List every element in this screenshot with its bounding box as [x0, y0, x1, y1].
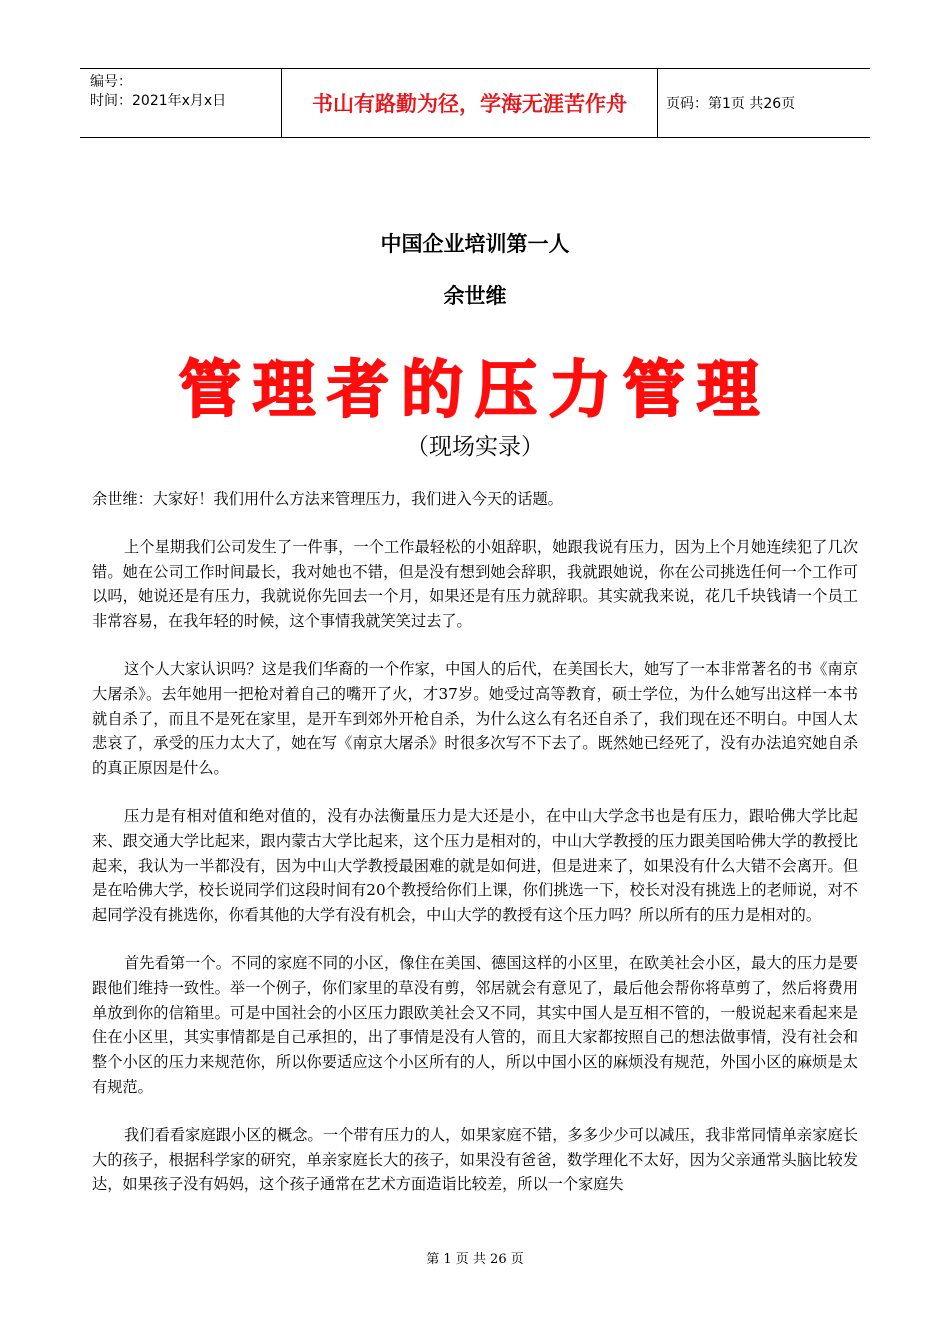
page-footer: 第 1 页 共 26 页 — [426, 1252, 524, 1267]
header-left-cell — [80, 69, 282, 137]
paragraph: 压力是有相对值和绝对值的，没有办法衡量压力是大还是小，在中山大学念书也是有压力，跟哈佛大学比起来、跟交通大学比起来，跟内蒙古大学比起来，这个压力是相对的，中山大学教授的压力跟美国哈佛大学的教授比起来，我认为一半都没有，因为中山大学教授最困难的就是如何进，但是进来了，如果没有什么大错不会离开。但是在哈佛大学，校长说同学们这段时间有20个教授给你们上课，你们挑选一下，校长对没有挑选上的老师说，对不起同学没有挑选你，你看其他的大学有没有机会，中山大学的教授有这个压力吗？所以所有的压力是相对的。 — [92, 806, 858, 925]
time-label: 时间：2021年x月x日 — [90, 93, 227, 109]
paragraph: 余世维：大家好！我们用什么方法来管理压力，我们进入今天的话题。 — [92, 490, 563, 508]
subtitle-line-1: 中国企业培训第一人 — [380, 232, 570, 256]
subtitle-line-2: 余世维 — [443, 284, 507, 308]
main-title: 管理者的压力管理 — [178, 353, 771, 426]
header-page-label: 页码：第1页 共26页 — [666, 96, 796, 112]
number-label: 编号： — [90, 74, 132, 90]
header-table — [80, 68, 870, 138]
paragraph: 上个星期我们公司发生了一件事，一个工作最轻松的小姐辞职，她跟我说有压力，因为上个月她连续犯了几次错。她在公司工作时间最长，我对她也不错，但是没有想到她会辞职，我就跟她说，你在公司挑选任何一个工作可以吗，她说还是有压力，我就说你先回去一个月，如果还是有压力就辞职。其实就我来说，花几千块钱请一个员工非常容易，在我年轻的时候，这个事情我就笑笑过去了。 — [92, 537, 858, 631]
body-text — [92, 487, 858, 1220]
title-note: （现场实录） — [406, 434, 544, 460]
paragraph: 我们看看家庭跟小区的概念。一个带有压力的人，如果家庭不错，多多少少可以减压，我非常同情单亲家庭长大的孩子，根据科学家的研究，单亲家庭长大的孩子，如果没有爸爸，数学理化不太好，因为父亲通常头脑比较发达，如果孩子没有妈妈，这个孩子通常在艺术方面造诣比较差，所以一个家庭失 — [92, 1125, 858, 1194]
header-motto: 书山有路勤为径，学海无涯苦作舟 — [282, 69, 658, 137]
paragraph: 这个人大家认识吗？这是我们华裔的一个作家，中国人的后代，在美国长大，她写了一本非常著名的书《南京大屠杀》。去年她用一把枪对着自己的嘴开了火，才37岁。她受过高等教育，硕士学位，为什么她写出这样一本书就自杀了，而且不是死在家里，是开车到郊外开枪自杀，为什么这么有名还自杀了，我们现在还不明白。中国人太悲哀了，承受的压力太大了，她在写《南京大屠杀》时很多次写不下去了。既然她已经死了，没有办法追究她自杀的真正原因是什么。 — [92, 659, 858, 778]
paragraph: 首先看第一个。不同的家庭不同的小区，像住在美国、德国这样的小区里，在欧美社会小区，最大的压力是要跟他们维持一致性。举一个例子，你们家里的草没有剪，邻居就会有意见了，最后他会帮你将草剪了，然后将费用单放到你的信箱里。可是中国社会的小区压力跟欧美社会又不同，其实中国人是互相不管的，一般说起来看起来是住在小区里，其实事情都是自己承担的，出了事情是没有人管的，而且大家都按照自己的想法做事情，没有社会和整个小区的压力来规范你，所以你要适应这个小区所有的人，所以中国小区的麻烦没有规范，外国小区的麻烦是太有规范。 — [92, 953, 858, 1096]
